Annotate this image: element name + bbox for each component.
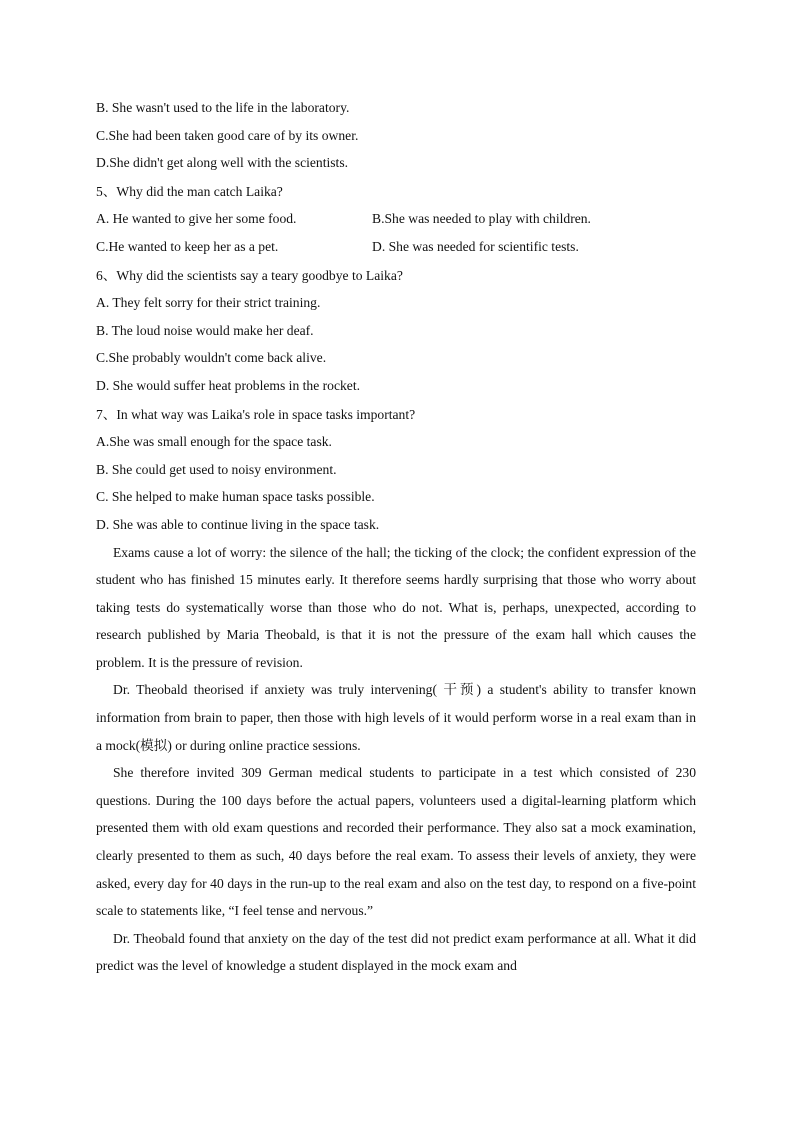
- q5-option-a: A. He wanted to give her some food.: [96, 211, 297, 227]
- page-content: [96, 94, 696, 980]
- q5-option-c: C.He wanted to keep her as a pet.: [96, 238, 279, 254]
- q7-option-a: A.She was small enough for the space task.: [96, 434, 332, 450]
- q5-options-row-1: [96, 205, 696, 233]
- q7-option-d: D. She was able to continue living in the space task.: [96, 516, 380, 532]
- q6-option-d: D. She would suffer heat problems in the rocket.: [96, 377, 361, 393]
- q4-option-d: D.She didn't get along well with the scientists.: [96, 155, 349, 171]
- passage-paragraph-4: Dr. Theobald found that anxiety on the day of the test did not predict exam performance at all. What it did predict was the level of knowledge a student displayed in the mock exam and: [96, 930, 696, 974]
- q5-question: 5、Why did the man catch Laika?: [96, 183, 283, 199]
- q6-option-b: B. The loud noise would make her deaf.: [96, 322, 314, 338]
- q5-option-d: D. She was needed for scientific tests.: [372, 238, 579, 254]
- q6-option-c: C.She probably wouldn't come back alive.: [96, 350, 327, 366]
- q5-option-b: B.She was needed to play with children.: [372, 211, 591, 227]
- q6-option-a: A. They felt sorry for their strict training.: [96, 295, 321, 311]
- q6-question: 6、Why did the scientists say a teary goodbye to Laika?: [96, 267, 403, 283]
- q5-options-row-2: [96, 233, 696, 261]
- passage-paragraph-3: She therefore invited 309 German medical students to participate in a test which consisted of 230 questions. During the 100 days before the actual papers, volunteers used a digital-learning platform which presented them with old exam questions and recorded their performance. They also sat a mock examination, clearly presented to them as such, 40 days before the real exam. To assess their levels of anxiety, they were asked, every day for 40 days in the run-up to the real exam and also on the test day, to respond on a five-point scale to statements like, “I feel tense and nervous.”: [96, 765, 696, 919]
- q7-option-b: B. She could get used to noisy environment.: [96, 461, 337, 477]
- passage-paragraph-1: Exams cause a lot of worry: the silence of the hall; the ticking of the clock; the confident expression of the student who has finished 15 minutes early. It therefore seems hardly surprising that those who worry about taking tests do systematically worse than those who do not. What is, perhaps, unexpected, according to research published by Maria Theobald, is that it is not the pressure of the exam hall which causes the problem. It is the pressure of revision.: [96, 544, 696, 670]
- q4-option-c: C.She had been taken good care of by its owner.: [96, 127, 359, 143]
- q7-question: 7、In what way was Laika's role in space tasks important?: [96, 406, 416, 422]
- q4-option-b: B. She wasn't used to the life in the laboratory.: [96, 100, 350, 115]
- q7-option-c: C. She helped to make human space tasks possible.: [96, 489, 375, 505]
- passage-paragraph-2: Dr. Theobald theorised if anxiety was truly intervening( 干预) a student's ability to transfer known information from brain to paper, then those with high levels of it would perform worse in a real exam than in a mock(模拟) or during online practice sessions.: [96, 682, 696, 753]
